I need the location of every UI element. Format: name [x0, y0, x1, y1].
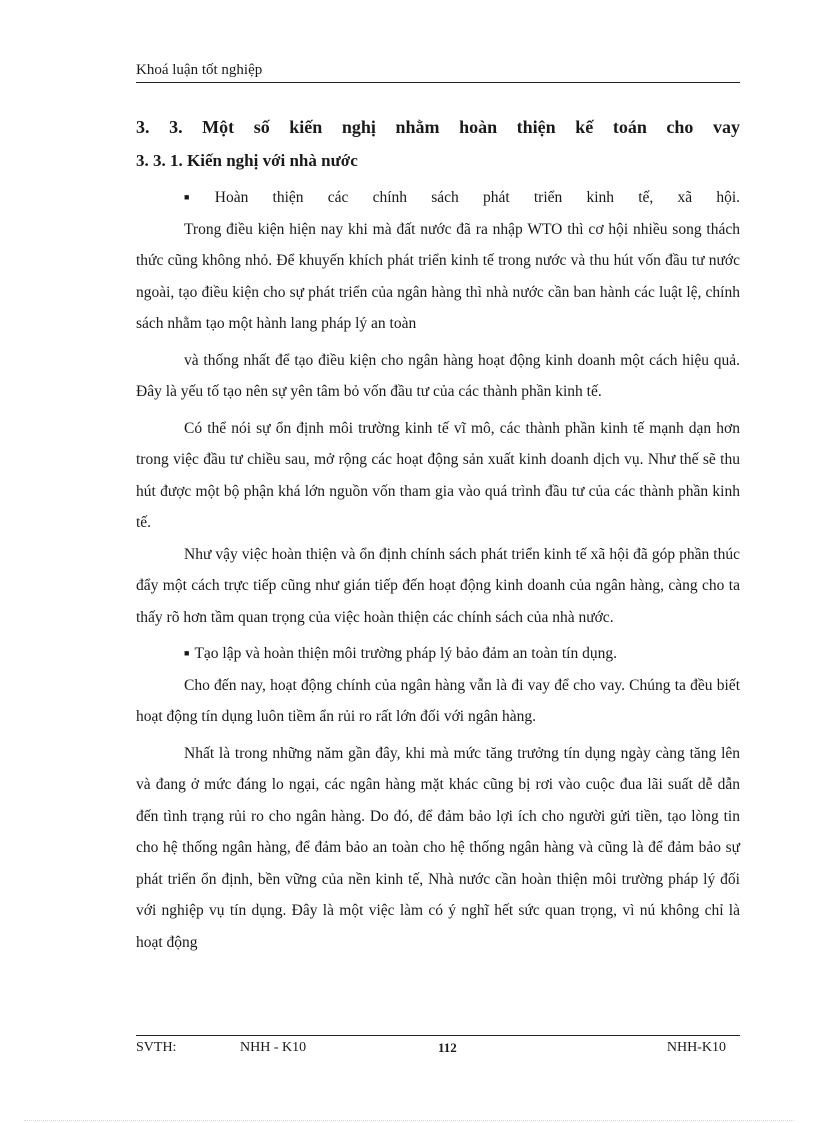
- square-bullet-icon: ■: [184, 648, 190, 658]
- bullet-item: [136, 638, 740, 670]
- body-paragraph: Có thể nói sự ổn định môi trường kinh tế vĩ mô, các thành phần kinh tế mạnh dạn hơn trong việc đầu tư chiều sau, mở rộng các hoạt động sản xuất kinh doanh dịch vụ. Như thế sẽ thu hút được một bộ phận khá lớn nguồn vốn tham gia vào quá trình đầu tư của các thành phần kinh tế.: [136, 419, 740, 531]
- bullet-item: [136, 182, 740, 214]
- page-body: [136, 110, 740, 958]
- body-paragraph: Nhất là trong những năm gần đây, khi mà mức tăng trưởng tín dụng ngày càng tăng lên và đang ở mức đáng lo ngại, các ngân hàng mặt khác cũng bị rơi vào cuộc đua lãi suất dễ dẫn đến tình trạng rủi ro cho ngân hàng. Do đó, để đảm bảo lợi ích cho người gửi tiền, tạo lòng tin cho hệ thống ngân hàng, để đảm bảo an toàn cho hệ thống ngân hàng và cũng là để đảm bảo sự phát triển ổn định, bền vững của nền kinh tế, Nhà nước cần hoàn thiện môi trường pháp lý đối với nghiệp vụ tín dụng. Đây là một việc làm có ý nghĩ hết sức quan trọng, vì nú không chỉ là hoạt động: [136, 744, 740, 951]
- bullet-text: Tạo lập và hoàn thiện môi trường pháp lý bảo đảm an toàn tín dụng.: [194, 645, 617, 662]
- body-paragraph: Trong điều kiện hiện nay khi mà đất nước đã ra nhập WTO thì cơ hội nhiều song thách thức cũng không nhỏ. Để khuyến khích phát triển kinh tế trong nước và thu hút vốn đầu tư nước ngoài, tạo điều kiện cho sự phát triển của ngân hàng thì nhà nước cần ban hành các luật lệ, chính sách nhằm tạo một hành lang pháp lý an toàn: [136, 220, 740, 332]
- running-header: Khoá luận tốt nghiệp: [136, 62, 263, 78]
- section-heading: 3. 3. Một số kiến nghị nhằm hoàn thiện kế toán cho vay: [136, 117, 740, 137]
- page-edge-dotted-line: [24, 1120, 794, 1121]
- header-divider: [136, 82, 740, 83]
- bullet-text: Hoàn thiện các chính sách phát triển kinh tế, xã hội.: [214, 189, 740, 206]
- body-paragraph: và thống nhất để tạo điều kiện cho ngân hàng hoạt động kinh doanh một cách hiệu quả. Đây là yếu tố tạo nên sự yên tâm bỏ vốn đầu tư của các thành phần kinh tế.: [136, 351, 740, 400]
- body-paragraph: Như vậy việc hoàn thiện và ổn định chính sách phát triển kinh tế xã hội đã góp phần thúc đẩy một cách trực tiếp cũng như gián tiếp đến hoạt động kinh doanh của ngân hàng, càng cho ta thấy rõ hơn tầm quan trọng của việc hoàn thiện các chính sách của nhà nước.: [136, 545, 740, 626]
- square-bullet-icon: ■: [184, 192, 210, 202]
- page-footer: [136, 1040, 740, 1060]
- footer-author-label: SVTH:: [136, 1040, 177, 1055]
- page-number: 112: [438, 1040, 457, 1055]
- subsection-heading: 3. 3. 1. Kiến nghị với nhà nước: [136, 151, 358, 170]
- footer-divider: [136, 1035, 740, 1036]
- footer-right-code: NHH-K10: [666, 1040, 726, 1055]
- body-paragraph: Cho đến nay, hoạt động chính của ngân hàng vẫn là đi vay để cho vay. Chúng ta đều biết hoạt động tín dụng luôn tiềm ẩn rủi ro rất lớn đối với ngân hàng.: [136, 676, 740, 725]
- footer-class-code: NHH - K10: [240, 1040, 307, 1055]
